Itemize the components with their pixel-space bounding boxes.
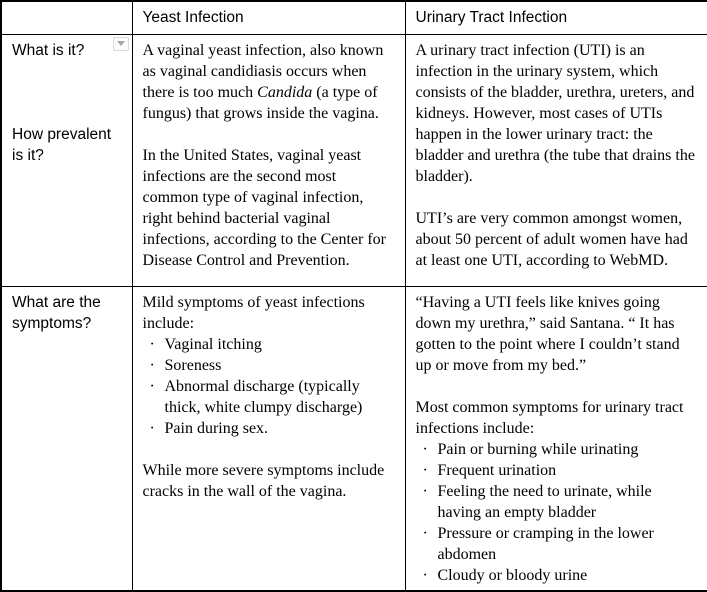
list-item xyxy=(416,439,698,460)
bullet-glyph: · xyxy=(149,356,155,374)
uti-symptom-text: Feeling the need to urinate, while having an empty bladder xyxy=(437,482,652,521)
cell-uti-definition[interactable] xyxy=(405,34,707,286)
bullet-glyph: · xyxy=(422,440,428,458)
uti-definition-paragraph: A urinary tract infection (UTI) is an infection in the urinary system, which consists of the bladder, urethra, ureters, and kidneys. However, most cases of UTIs happen in the lower urinary tract: the bladder and urethra (the tube that drains the bladder). xyxy=(415,41,695,185)
cell-yeast-symptoms[interactable] xyxy=(132,286,405,591)
table-row-symptoms xyxy=(1,286,707,591)
bullet-glyph: · xyxy=(422,566,428,584)
yeast-symptom-text: Abnormal discharge (typically thick, white clumpy discharge) xyxy=(164,377,363,416)
yeast-definition-text-post: (a type of fungus) that grows inside the vagina. xyxy=(142,83,379,122)
row-label-what-is-it: What is it? xyxy=(12,41,85,59)
list-item xyxy=(416,460,698,481)
list-item xyxy=(416,481,698,523)
uti-quote-paragraph: “Having a UTI feels like knives going down my urethra,” said Santana. “ It has gotten to the point where I couldn’t stand up or move from my bed.” xyxy=(415,293,680,374)
column-title-yeast: Yeast Infection xyxy=(142,9,244,26)
bullet-glyph: · xyxy=(422,461,428,479)
bullet-glyph: · xyxy=(149,419,155,437)
uti-prevalence-paragraph: UTI’s are very common amongst women, about 50 percent of adult women have had at least one UTI, according to WebMD. xyxy=(415,209,688,269)
row-label-symptoms: What are the symptoms? xyxy=(12,293,101,332)
yeast-symptoms-outro: While more severe symptoms include cracks in the wall of the vagina. xyxy=(142,461,385,500)
header-cell-uti[interactable] xyxy=(405,1,707,34)
uti-symptom-text: Frequent urination xyxy=(437,461,557,479)
bullet-glyph: · xyxy=(422,524,428,542)
label-cell-symptoms[interactable] xyxy=(1,286,132,591)
bullet-glyph: · xyxy=(422,482,428,500)
uti-symptom-text: Pain or burning while urinating xyxy=(437,440,639,458)
label-cell-what-is-it[interactable] xyxy=(1,34,132,286)
yeast-symptom-text: Pain during sex. xyxy=(164,419,269,437)
cell-dropdown-button[interactable] xyxy=(113,37,129,51)
list-item xyxy=(143,418,395,439)
header-cell-yeast[interactable] xyxy=(132,1,405,34)
table-row-what-is-it xyxy=(1,34,707,286)
column-title-uti: Urinary Tract Infection xyxy=(415,9,568,26)
list-item xyxy=(143,334,395,355)
yeast-symptom-text: Soreness xyxy=(164,356,222,374)
list-item xyxy=(416,523,698,565)
list-item xyxy=(416,565,698,586)
row-label-how-prevalent: How prevalent is it? xyxy=(12,125,112,164)
yeast-symptom-text: Vaginal itching xyxy=(164,335,262,353)
yeast-definition-paragraph xyxy=(143,40,395,124)
table-header-row xyxy=(1,1,707,34)
uti-symptom-text: Cloudy or bloody urine xyxy=(437,566,588,584)
uti-symptoms-intro: Most common symptoms for urinary tract infections include: xyxy=(415,398,684,437)
yeast-prevalence-paragraph: In the United States, vaginal yeast infections are the second most common type of vaginal infection, right behind bacterial vaginal infections, according to the Center for Disease Control and Prevention. xyxy=(142,146,386,269)
header-cell-empty[interactable] xyxy=(1,1,132,34)
yeast-symptoms-intro: Mild symptoms of yeast infections include: xyxy=(142,293,365,332)
yeast-definition-italic-term: Candida xyxy=(257,83,313,101)
bullet-glyph: · xyxy=(149,335,155,353)
list-item xyxy=(143,355,395,376)
yeast-definition-text-pre: A vaginal yeast infection, also known as vaginal candidiasis occurs when there is too much xyxy=(142,41,384,101)
bullet-glyph: · xyxy=(149,377,155,395)
cell-yeast-definition[interactable] xyxy=(132,34,405,286)
cell-uti-symptoms[interactable] xyxy=(405,286,707,591)
list-item xyxy=(143,376,395,418)
uti-symptom-text: Pressure or cramping in the lower abdomen xyxy=(437,524,654,563)
chevron-down-icon xyxy=(117,41,125,46)
